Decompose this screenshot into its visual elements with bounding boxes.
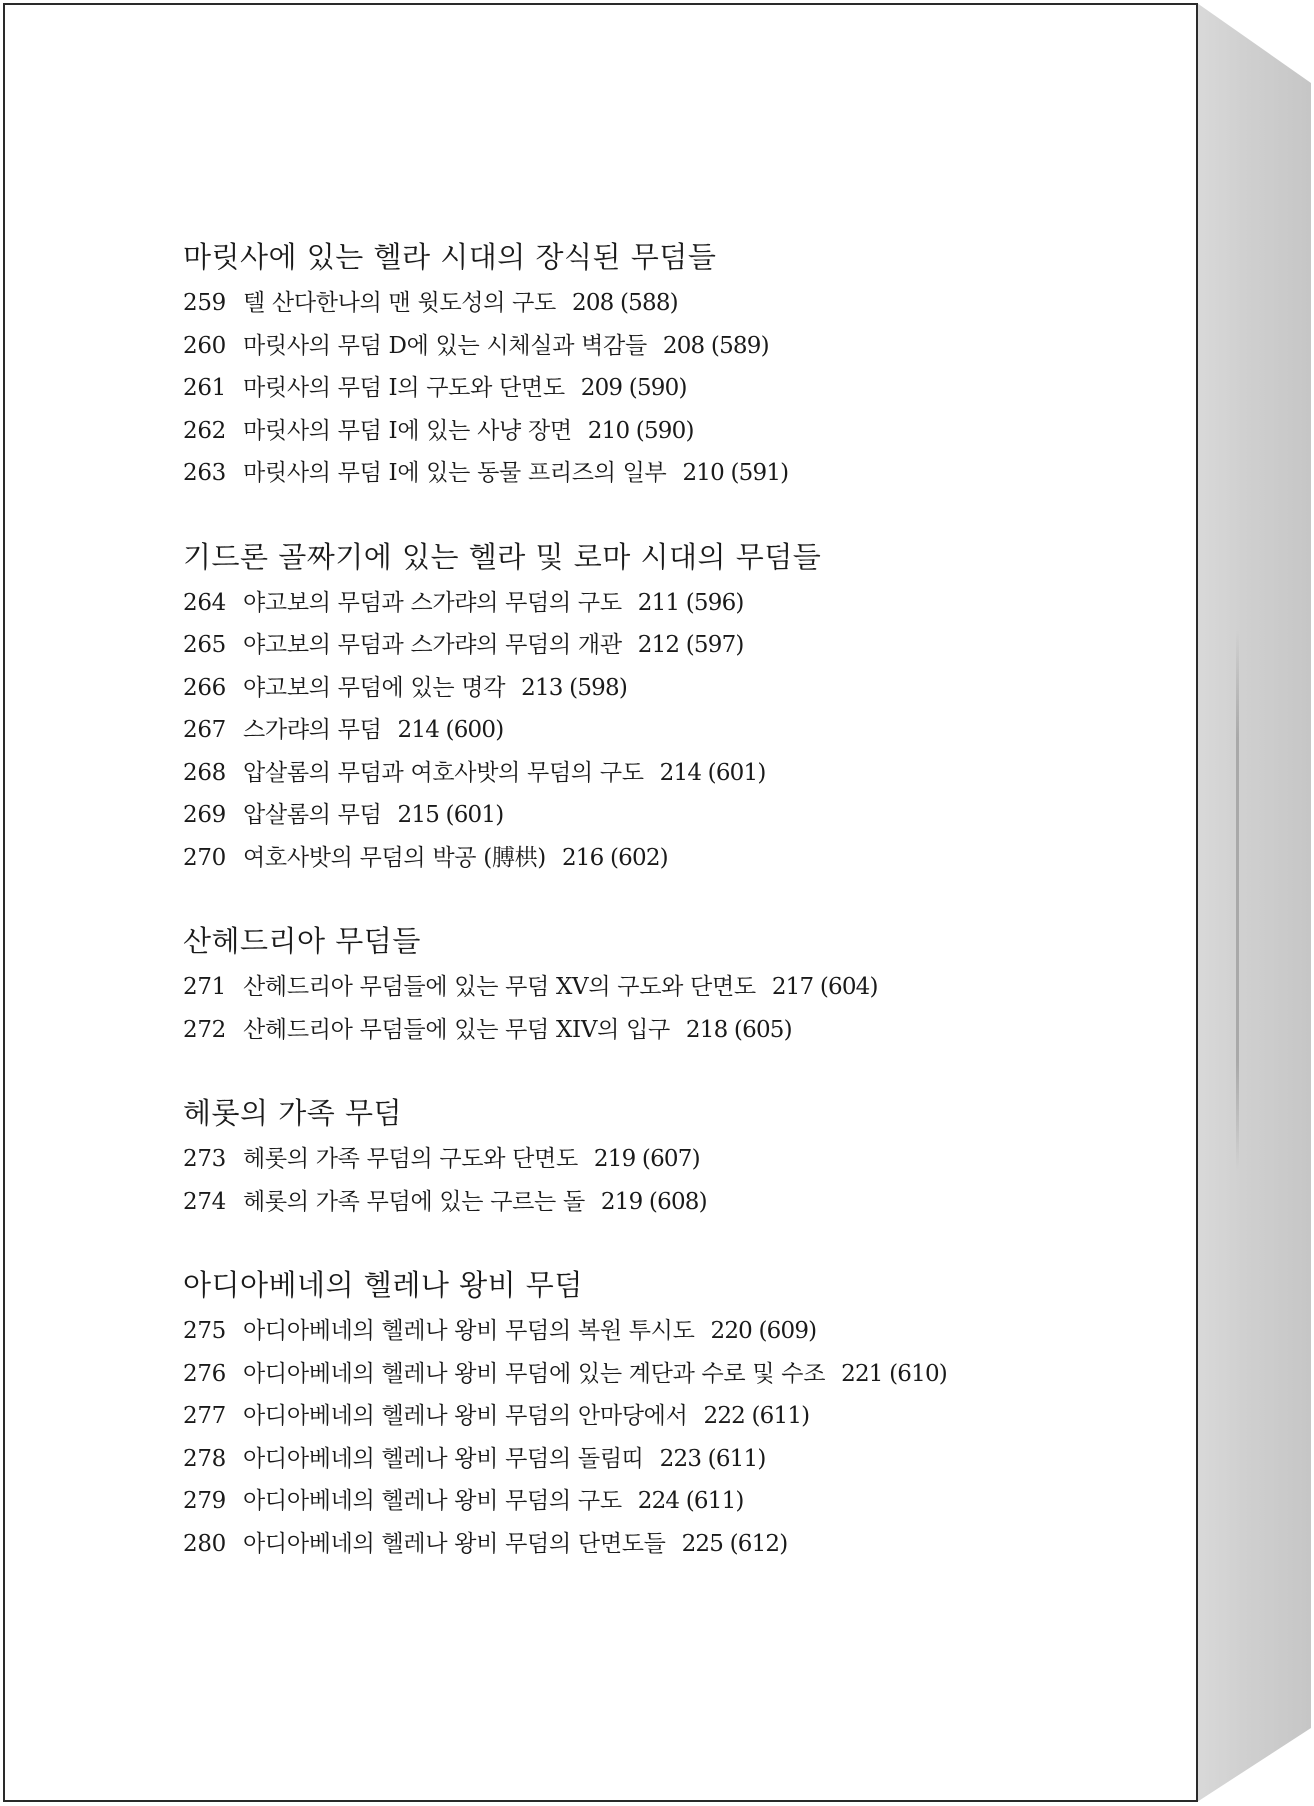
page-reference: 223 (611) bbox=[659, 1445, 766, 1472]
list-item bbox=[183, 1009, 1083, 1052]
figure-title: 마릿사의 무덤 I의 구도와 단면도 bbox=[243, 375, 565, 401]
figure-number: 267 bbox=[183, 717, 226, 743]
list-section bbox=[183, 1094, 1083, 1223]
list-section bbox=[183, 238, 1083, 495]
page-reference: 216 (602) bbox=[561, 844, 668, 871]
list-item bbox=[183, 837, 1083, 880]
page-reference: 221 (610) bbox=[841, 1360, 947, 1387]
figure-number: 274 bbox=[183, 1188, 226, 1215]
figure-title: 아디아베네의 헬레나 왕비 무덤의 구도 bbox=[243, 1488, 622, 1514]
list-item bbox=[183, 752, 1083, 795]
list-section bbox=[183, 922, 1083, 1051]
figure-number: 277 bbox=[183, 1403, 226, 1429]
page-reference: 224 (611) bbox=[637, 1488, 744, 1514]
figure-number: 265 bbox=[183, 632, 226, 658]
page-reference: 225 (612) bbox=[681, 1530, 788, 1557]
page-reference: 214 (600) bbox=[397, 717, 504, 743]
figure-number: 266 bbox=[183, 674, 226, 701]
list-item bbox=[183, 1395, 1083, 1438]
figure-title: 마릿사의 무덤 I에 있는 사냥 장면 bbox=[243, 417, 572, 444]
figure-number: 279 bbox=[183, 1488, 226, 1514]
page-reference: 208 (589) bbox=[662, 332, 769, 359]
page-reference: 211 (596) bbox=[637, 589, 744, 616]
figure-number: 276 bbox=[183, 1360, 226, 1387]
section-entries bbox=[183, 966, 1083, 1051]
list-item bbox=[183, 1353, 1083, 1396]
figure-number: 280 bbox=[183, 1530, 226, 1557]
figure-number: 273 bbox=[183, 1146, 226, 1172]
figure-title: 야고보의 무덤과 스가랴의 무덤의 구도 bbox=[243, 589, 622, 616]
list-item bbox=[183, 794, 1083, 837]
section-entries bbox=[183, 1138, 1083, 1223]
figure-title: 압살롬의 무덤 bbox=[243, 802, 382, 828]
page-reference: 210 (590) bbox=[587, 417, 694, 444]
section-title: 산헤드리아 무덤들 bbox=[183, 924, 421, 958]
page-reference: 222 (611) bbox=[703, 1403, 810, 1429]
list-item bbox=[183, 1438, 1083, 1481]
figure-number: 262 bbox=[183, 417, 226, 444]
figure-number: 269 bbox=[183, 802, 226, 828]
page-reference: 208 (588) bbox=[571, 290, 678, 316]
figure-number: 272 bbox=[183, 1016, 226, 1043]
page-reference: 217 (604) bbox=[771, 974, 878, 1000]
figure-title: 스가랴의 무덤 bbox=[243, 717, 382, 743]
figure-title: 아디아베네의 헬레나 왕비 무덤의 안마당에서 bbox=[243, 1403, 688, 1429]
section-title: 기드론 골짜기에 있는 헬라 및 로마 시대의 무덤들 bbox=[183, 539, 822, 574]
list-item bbox=[183, 282, 1083, 325]
section-title: 마릿사에 있는 헬라 시대의 장식된 무덤들 bbox=[183, 240, 717, 274]
list-item bbox=[183, 966, 1083, 1009]
book-side-mark bbox=[1236, 630, 1239, 1170]
figure-title: 헤롯의 가족 무덤의 구도와 단면도 bbox=[243, 1146, 578, 1172]
figure-title: 야고보의 무덤에 있는 명각 bbox=[243, 674, 506, 701]
figure-number: 260 bbox=[183, 332, 226, 359]
figure-title: 산헤드리아 무덤들에 있는 무덤 XV의 구도와 단면도 bbox=[243, 974, 756, 1000]
figure-title: 아디아베네의 헬레나 왕비 무덤의 돌림띠 bbox=[243, 1445, 644, 1472]
section-title: 아디아베네의 헬레나 왕비 무덤 bbox=[183, 1268, 583, 1302]
page-reference: 214 (601) bbox=[659, 759, 766, 786]
section-entries bbox=[183, 1310, 1083, 1565]
figure-title: 산헤드리아 무덤들에 있는 무덤 XIV의 입구 bbox=[243, 1016, 670, 1043]
figure-title: 마릿사의 무덤 D에 있는 시체실과 벽감들 bbox=[243, 332, 647, 359]
figure-title: 아디아베네의 헬레나 왕비 무덤에 있는 계단과 수로 및 수조 bbox=[243, 1360, 826, 1387]
list-item bbox=[183, 367, 1083, 410]
figure-title: 여호사밧의 무덤의 박공 (膊栱) bbox=[243, 844, 546, 871]
figure-number: 263 bbox=[183, 460, 226, 486]
figure-list bbox=[183, 238, 1083, 1608]
list-item bbox=[183, 1138, 1083, 1181]
figure-number: 270 bbox=[183, 844, 226, 871]
page-reference: 219 (608) bbox=[600, 1188, 707, 1215]
figure-title: 마릿사의 무덤 I에 있는 동물 프리즈의 일부 bbox=[243, 460, 667, 486]
figure-title: 텔 산다한나의 맨 윗도성의 구도 bbox=[243, 290, 556, 316]
figure-title: 헤롯의 가족 무덤에 있는 구르는 돌 bbox=[243, 1188, 585, 1215]
figure-number: 264 bbox=[183, 589, 226, 616]
list-item bbox=[183, 667, 1083, 710]
list-item bbox=[183, 1181, 1083, 1224]
page-reference: 210 (591) bbox=[682, 460, 789, 486]
page-reference: 219 (607) bbox=[593, 1146, 700, 1172]
page-reference: 220 (609) bbox=[710, 1318, 817, 1344]
page-reference: 212 (597) bbox=[637, 632, 744, 658]
figure-title: 아디아베네의 헬레나 왕비 무덤의 단면도들 bbox=[243, 1530, 666, 1557]
page-reference: 209 (590) bbox=[580, 375, 687, 401]
page-reference: 213 (598) bbox=[521, 674, 627, 701]
page-reference: 215 (601) bbox=[397, 802, 504, 828]
list-item bbox=[183, 410, 1083, 453]
figure-number: 275 bbox=[183, 1318, 226, 1344]
book-side-edge bbox=[1197, 3, 1311, 1802]
list-item bbox=[183, 709, 1083, 752]
figure-number: 259 bbox=[183, 290, 226, 316]
list-item bbox=[183, 624, 1083, 667]
list-item bbox=[183, 452, 1083, 495]
figure-number: 268 bbox=[183, 759, 226, 786]
figure-number: 278 bbox=[183, 1445, 226, 1472]
list-item bbox=[183, 1310, 1083, 1353]
figure-title: 야고보의 무덤과 스가랴의 무덤의 개관 bbox=[243, 632, 622, 658]
list-section bbox=[183, 1266, 1083, 1565]
figure-number: 261 bbox=[183, 375, 226, 401]
figure-title: 아디아베네의 헬레나 왕비 무덤의 복원 투시도 bbox=[243, 1318, 695, 1344]
section-entries bbox=[183, 282, 1083, 495]
page-reference: 218 (605) bbox=[685, 1016, 792, 1043]
section-entries bbox=[183, 582, 1083, 880]
list-item bbox=[183, 582, 1083, 625]
figure-title: 압살롬의 무덤과 여호사밧의 무덤의 구도 bbox=[243, 759, 644, 786]
figure-number: 271 bbox=[183, 974, 226, 1000]
list-item bbox=[183, 325, 1083, 368]
list-item bbox=[183, 1523, 1083, 1566]
section-title: 헤롯의 가족 무덤 bbox=[183, 1096, 403, 1130]
list-item bbox=[183, 1480, 1083, 1523]
list-section bbox=[183, 538, 1083, 880]
